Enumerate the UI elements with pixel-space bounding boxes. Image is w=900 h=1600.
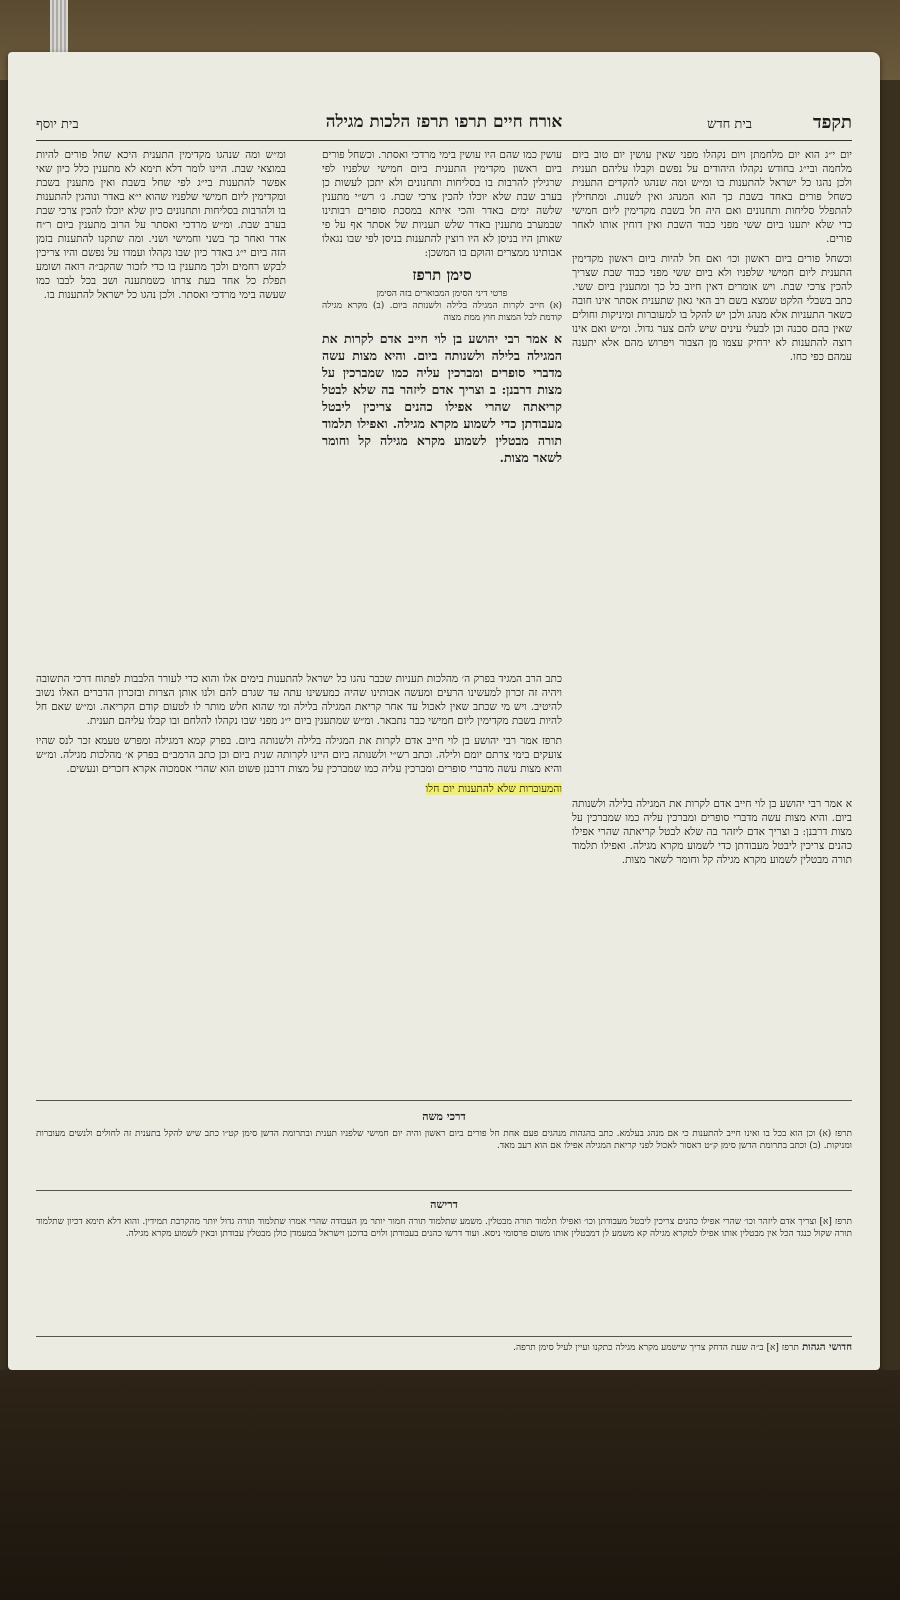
right-column-label: בית חדש <box>707 117 752 132</box>
tur-center-column <box>322 148 562 648</box>
hagahot-label: חדושי הגהות <box>802 1342 852 1353</box>
header-rule <box>36 140 852 141</box>
prisha-separator <box>36 1190 852 1191</box>
photo-background-bottom <box>0 1370 900 1600</box>
darkei-moshe-text: תרפז (א) וכן הוא בכל בו ואינו חייב להתענות כי אם מנהג בעלמא. כתב בהגהות מנהגים פעם אחת חל פורים ביום ראשון והיה יום חמישי שלפניו תענית ובתרומת הדשן סימן קט״ו כתב שיש להקל בתענית זה לחולים ולנשים מעוברות ומניקות. (ב) וכתב בתרומת הדשן סימן ק״ט דאסור לאכול לפני קריאת המגילה אפילו אם הוא רעב מאד. <box>36 1129 852 1151</box>
tur-top-paragraph: עושין כמו שהם היו עושין בימי מרדכי ואסתר. וכשחל פורים ביום ראשון מקדימין התענית ביום חמישי שלפניו לפי שרגילין להרבות בו בסליחות ותחנונים ולא יתכן לעשות כן בערב שבת שלא יוכלו להכין צרכי שבת. ג׳ רש״י מתענין שלשה ימים באדר והכי איתא במסכת סופרים רבותינו שבמערב מתענין באדר שלש תעניות של אסתר אף על פי שאותן היו בניסן לא היו רוצין להתענות בניסן לפי שבו נגאלו אבותינו ממצרים והוקם בו המשכן: <box>322 149 562 259</box>
prisha-text: תרפז [א] וצריך אדם ליזהר וכו׳ שהרי אפילו כהנים צריכין ליבטל מעבודתן וכו׳ ואפילו תלמוד תורה מבטלין. משמע שתלמוד תורה חמור יותר מן העבודה שהרי אמרו שתלמוד תורה גדול יותר מהקרבת תמידין. והוא דלא תימא דכיון שתלמוד תורה שקול כנגד הכל אין מבטלין אותו אפילו למקרא מגילה קא משמע לן דמבטלין אותו משום פרסומי ניסא. ועוד דרשו כהנים בעבודתן ולוים בדוכנן וישראל במעמדן כולן מבטלין עבודתן ובאין לשמוע מקרא מגילה. <box>36 1217 852 1239</box>
beit-chadash-lower <box>572 797 852 1092</box>
beit-yosef-text: ומ״ש ומה שנהגו מקדימין התענית היכא שחל פורים להיות במוצאי שבת. היינו לומר דלא תימא לא מתענין כלל כיון שאי אפשר להתענות בי״ג לפי שחל בשבת ואין מתענין בשבת ומקדימין ליום חמישי שלפניו שהוא י״א באדר ונוהגין להתענות בו ולהרבות בסליחות ותחנונים כיון שלא יוכלו להכין צרכי שבת בערב שבת. ומ״ש מרדכי ואסתר על הרוב מתענין ביום ר״ח אדר ואחר כך בשני וחמישי ושני. ומה שתקנו להתענות בזמן הזה ביום י״ג באדר כיון שבו נקהלו ועמדו על נפשם והיו צריכין לבקש רחמים ולכך מתענין בו כדי לזכור שהקב״ה רואה ושומע תפלת כל אחד בעת צרתו כשמתענה ושב בכל לבבו כמו שעשה בימי מרדכי ואסתר. ולכן נהגו כל ישראל להתענות בו. <box>36 149 286 301</box>
beit-chadash-column <box>572 148 852 788</box>
lower-paragraph-1: כתב הרב המגיד בפרק ה׳ מהלכות תעניות שכבר נהגו כל ישראל להתענות בימים אלו והוא כדי לעורר הלבבות לפתוח דרכי התשובה ויהיה זה זכרון למעשינו הרעים ומעשה אבותינו שהיה כמעשינו עתה עד שגרם להם ולנו אותן הצרות ובזכרון הדברים האלו נשוב להיטיב. ויש מי שכתב שאין לאכול עד אחר קריאת המגילה בלילה ומי שהוא חלש מותר לו לטעום קודם הקריאה. ומ״ש שאם חל להיות בשבת מקדימין ליום חמישי כבר נתבאר. ומ״ש שמתענין ביום י״ג מפני שבו נקהלו להלחם ובו קבלו עליהם תענית. <box>36 673 562 727</box>
tur-main-text: א אמר רבי יהושע בן לוי חייב אדם לקרות את המגילה בלילה ולשנותה ביום. והיא מצות עשה מדברי סופרים ומברכין עליה כמו שמברכין על מצות דרבנן: ב וצריך אדם ליזהר בה שלא לבטל קריאתה שהרי אפילו כהנים צריכין ליבטל מעבודתן כדי לשמוע מקרא מגילה. ואפילו תלמוד תורה מבטלין לשמוע מקרא מגילה קל וחומר לשאר מצות. <box>322 331 562 465</box>
lower-beit-yosef-block <box>36 672 562 1092</box>
lower-paragraph-2: תרפז אמר רבי יהושע בן לוי חייב אדם לקרות את המגילה בלילה ולשנותה ביום. בפרק קמא דמגילה ומפרש טעמא זכר לנס שהיו צועקים בימי צרתם יומם ולילה. וכתב רש״י ולשנותה ביום היינו לקרותה שנית ביום וכן כתב הרמב״ם בפרק א׳ מהלכות מגילה. ומ״ש והיא מצות עשה מדברי סופרים ומברכין עליה כמו שמברכין על מצות דרבנן פשוט הוא שהרי אסמכוה אקרא דזכרים ונעשים. <box>36 735 562 775</box>
siman-topics: (א) חייב לקרות המגילה בלילה ולשנותה ביום. (ב) מקרא מגילה קודמת לכל המצות חוץ ממת מצוה <box>322 301 562 323</box>
page-title: אורח חיים תרפו תרפז הלכות מגילה <box>325 112 563 132</box>
siman-subtitle: פרטי דיני הסימן המבוארים בזה הסימן <box>376 289 508 299</box>
prisha-title: דרישה <box>430 1198 458 1211</box>
hagahot-note <box>36 1342 852 1354</box>
prisha-block <box>36 1194 852 1334</box>
book-page <box>8 52 880 1370</box>
page-number: תקפד <box>812 112 852 133</box>
beit-chadash-text-bottom: וכשחל פורים ביום ראשון וכו׳ ואם חל להיות ביום ראשון מקדימין התענית ליום חמישי שלפניו ולא ביום ששי מפני כבוד שבת שצריך להכין צרכי שבת. ויש אומרים דאין חיוב כל כך ומתענין ביום ששי. כתב בשבלי הלקט שמצא בשם רב האי גאון שתענית אסתר אינו חובה כשאר התעניות אלא מנהג ולכן יש להקל בו למעוברות ומיניקות וחולים שאין בהם סכנה וכן לבעלי עינים שיש להם צער גדול. ומ״ש ואם אינו רוצה להתענות לא ירחיק עצמו מן הצבור ויפרוש מהם אלא יתענה עמהם כפי כחו. <box>572 253 852 363</box>
darkei-moshe-block <box>36 1106 852 1186</box>
beit-chadash-lower-text: א אמר רבי יהושע בן לוי חייב אדם לקרות את המגילה בלילה ולשנותה ביום. והיא מצות עשה מדברי סופרים ומברכין עליה כמו שמברכין על מצות דרבנן: ב וצריך אדם ליזהר בה שלא לבטל קריאתה שהרי אפילו כהנים צריכין ליבטל מעבודתן כדי לשמוע מקרא מגילה. ואפילו תלמוד תורה מבטלין לשמוע מקרא מגילה קל וחומר לשאר מצות. <box>572 798 852 866</box>
siman-title: סימן תרפז <box>412 266 472 284</box>
left-column-label: בית יוסף <box>36 117 79 132</box>
hagahot-separator <box>36 1336 852 1337</box>
page-header <box>36 108 852 140</box>
highlighted-phrase: והמעוברות שלא להתענות יום חלו <box>425 783 562 795</box>
darkei-moshe-title: דרכי משה <box>422 1110 466 1123</box>
beit-chadash-text-top: יום י״ג הוא יום מלחמתן ויום נקהלו מפני שאין עושין יום טוב ביום מלחמה ובי״ג בחודש נקהלו היהודים על נפשם וקבלו עליהם תענית ולכן נהגו כל ישראל להתענות בו ומ״ש ומה שנהגו להקדים התענית כשחל פורים באחד בשבת כך הוא המנהג ואין לשנות. ומתחילין להתפלל סליחות ותחנונים ואם היה חל בשבת מקדימין ליום חמישי כדי שלא יתענו ביום ששי מפני כבוד השבת ואין דוחין אותו לאחר פורים. <box>572 149 852 245</box>
hagahot-text: תרפז [א] ב״ה שעת הדחק צריך שישמע מקרא מגילה כתקנו ועיין לעיל סימן תרפה. <box>513 1343 799 1353</box>
commentary-separator <box>36 1100 852 1101</box>
